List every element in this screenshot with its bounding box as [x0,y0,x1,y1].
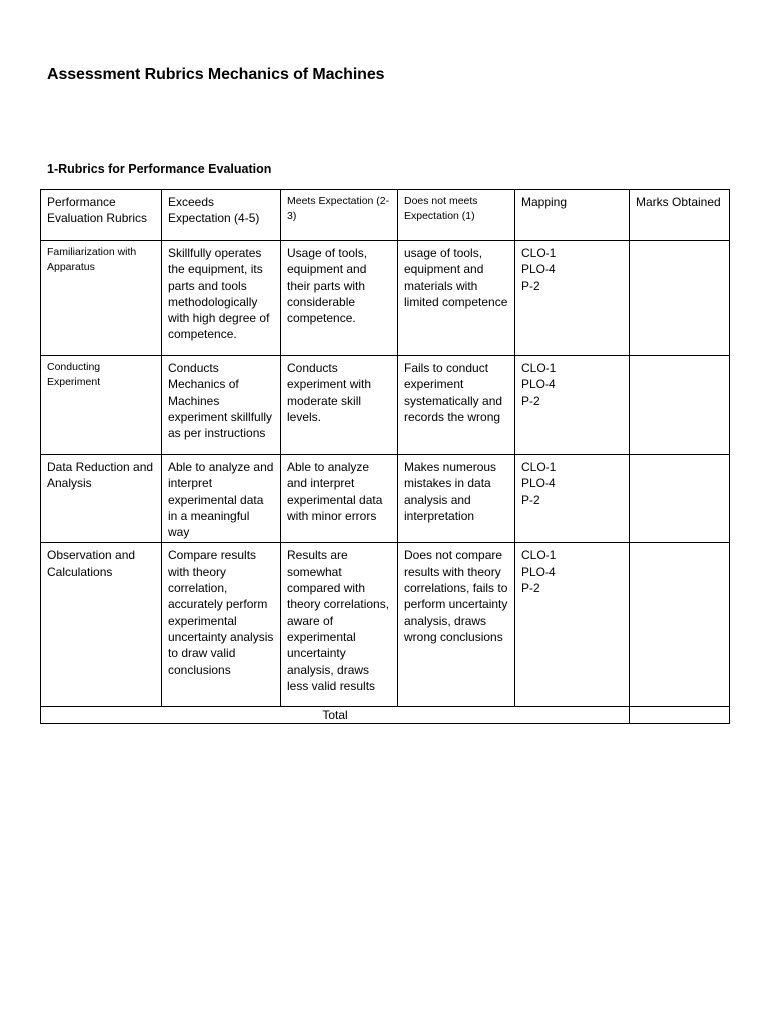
mapping-plo: PLO-4 [521,377,556,392]
row-meets: Results are somewhat compared with theory correlations, aware of experimental uncertainty analysis, draws less valid results [281,543,398,707]
header-meets: Meets Expectation (2-3) [281,190,398,241]
row-mapping [515,356,630,455]
mapping-clo: CLO-1 [521,361,557,375]
row-exceeds: Conducts Mechanics of Machines experiment skillfully as per instructions [162,356,281,455]
row-marks-cell[interactable] [630,543,730,707]
total-value-cell[interactable] [630,707,730,724]
row-does-not-meet: Makes numerous mistakes in data analysis and interpretation [398,455,515,543]
row-mapping [515,455,630,543]
row-does-not-meet: Fails to conduct experiment systematically and records the wrong [398,356,515,455]
row-marks-cell[interactable] [630,356,730,455]
header-mapping: Mapping [515,190,630,241]
total-row [41,707,730,724]
mapping-plo: PLO-4 [521,476,556,491]
mapping-plo: PLO-4 [521,564,556,579]
table-row [41,543,730,707]
row-criterion: Conducting Experiment [41,356,162,455]
row-mapping [515,241,630,356]
row-meets: Usage of tools, equipment and their parts with considerable competence. [281,241,398,356]
row-meets: Able to analyze and interpret experimental data with minor errors [281,455,398,543]
section-heading: 1-Rubrics for Performance Evaluation [47,162,272,176]
row-exceeds: Compare results with theory correlation, accurately perform experimental uncertainty analysis to draw valid conclusions [162,543,281,707]
row-criterion: Data Reduction and Analysis [41,455,162,543]
row-marks-cell[interactable] [630,241,730,356]
mapping-p: P-2 [521,581,540,596]
row-meets: Conducts experiment with moderate skill levels. [281,356,398,455]
table-row [41,455,730,543]
row-mapping [515,543,630,707]
row-does-not-meet: Does not compare results with theory correlations, fails to perform uncertainty analysis, draws wrong conclusions [398,543,515,707]
table-row [41,356,730,455]
mapping-clo: CLO-1 [521,548,557,563]
total-label: Total [41,707,630,724]
table-row [41,241,730,356]
header-exceeds: Exceeds Expectation (4-5) [162,190,281,241]
table-header-row [41,190,730,241]
row-does-not-meet: usage of tools, equipment and materials with limited competence [398,241,515,356]
row-marks-cell[interactable] [630,455,730,543]
mapping-clo: CLO-1 [521,460,557,474]
rubric-table [40,189,730,724]
mapping-p: P-2 [521,393,540,408]
header-marks: Marks Obtained [630,190,730,241]
header-criterion: Performance Evaluation Rubrics [41,190,162,241]
mapping-clo: CLO-1 [521,246,557,260]
header-does-not-meet: Does not meets Expectation (1) [398,190,515,241]
row-exceeds: Able to analyze and interpret experimental data in a meaningful way [162,455,281,543]
mapping-p: P-2 [521,492,540,507]
mapping-p: P-2 [521,278,540,293]
mapping-plo: PLO-4 [521,262,556,277]
row-criterion: Familiarization with Apparatus [41,241,162,356]
row-criterion: Observation and Calculations [41,543,162,707]
document-title: Assessment Rubrics Mechanics of Machines [47,66,385,83]
row-exceeds: Skillfully operates the equipment, its parts and tools methodologically with high degree of competence. [162,241,281,356]
